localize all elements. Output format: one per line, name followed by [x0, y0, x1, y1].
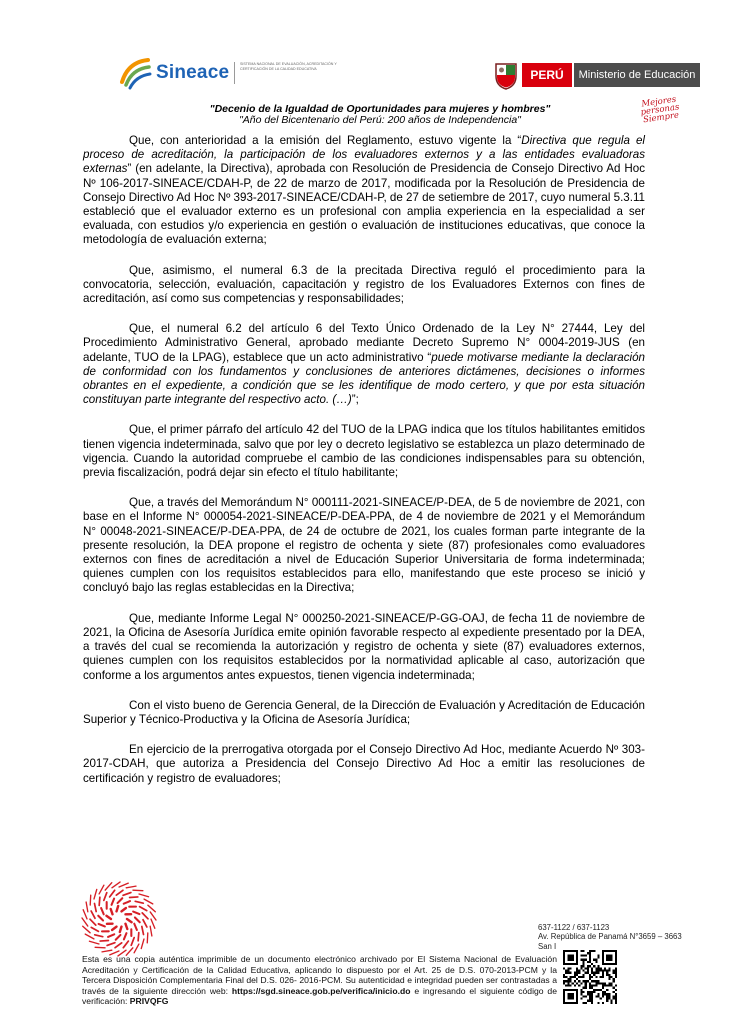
address-continuation: San I [538, 941, 557, 951]
decade-motto: "Decenio de la Igualdad de Oportunidades para mujeres y hombres" [209, 103, 551, 115]
qr-code-icon [563, 950, 617, 1004]
sineace-logo [118, 56, 348, 94]
verification-notice: Esta es una copia auténtica imprimible de un documento electrónico archivado por El Sistema Nacional de Evaluación Acreditación y Certificación de la Calidad Educativa, aplicando lo dispuesto por el Art. 25 de D.S. 070-2013-PCM y la Tercera Disposición Complementaria Final del D.S. 026- 2016-PCM. Su autenticidad e integridad pueden ser contrastadas a través de la siguiente dirección web: https://sgd.sineace.gob.pe/verifica/inicio.do e ingresando el siguiente código de verificación: PRIVQFG [82, 954, 557, 1007]
logo-divider [234, 62, 235, 84]
paragraph: Que, mediante Informe Legal N° 000250-2021-SINEACE/P-GG-OAJ, de fecha 11 de noviembre de 2021, la Oficina de Asesoría Jurídica emite opinión favorable respecto al expediente presentado por la DEA, a través del cual se recomienda la autorización y registro de ochenta y siete (87) evaluadores externos, quienes cumplen con los requisitos establecidos por la normatividad aplicable al caso, autorización que conforme a los argumentos antes expuestos, tienen vigencia indeterminada; [83, 611, 645, 682]
paragraph: Que, asimismo, el numeral 6.3 de la precitada Directiva reguló el procedimiento para la convocatoria, selección, evaluación, capacitación y registro de los Evaluadores Externos con fines de acreditación, así como sus competencias y responsabilidades; [83, 263, 645, 306]
phone-text: 637-1122 / 637-1123 [538, 923, 610, 932]
peru-label: PERÚ [522, 63, 572, 87]
contact-block [538, 923, 708, 951]
paragraph: Que, el numeral 6.2 del artículo 6 del Texto Único Ordenado de la Ley N° 27444, Ley del Procedimiento Administrativo General, aprobado mediante Decreto Supremo N° 0004-2019-JUS (en adelante, TUO de la LPAG), establece que un acto administrativo “puede motivarse mediante la declaración de conformidad con los fundamentos y conclusiones de anteriores dictámenes, decisiones o informes obrantes en el expediente, a condición que se les identifique de modo certero, y que por esta situación constituyan parte integrante del respectivo acto. (…)”; [83, 322, 645, 407]
page-header [0, 0, 730, 140]
org-subtitle: SISTEMA NACIONAL DE EVALUACIÓN, ACREDITACIÓN Y CERTIFICACIÓN DE LA CALIDAD EDUCATIVA [240, 62, 337, 71]
paragraph: Con el visto bueno de Gerencia General, de la Dirección de Evaluación y Acreditación de Educación Superior y Técnico-Productiva y la Oficina de Asesoría Jurídica; [83, 698, 645, 726]
paragraph: Que, a través del Memorándum N° 000111-2021-SINEACE/P-DEA, de 5 de noviembre de 2021, con base en el Informe N° 000054-2021-SINEACE/P-DEA-PPA, de 4 de noviembre de 2021 y el Memorándum N° 00048-2021-SINEACE/P-DEA-PPA, de 24 de octubre de 2021, los cuales forman parte integrante de la presente resolución, la DEA propone el registro de ochenta y siete (87) profesionales como evaluadores externos con fines de acreditación a nivel de Educación Superior Universitaria de forma indeterminada; quienes cumplen con los requisitos establecidos para ello, manifestando que este proceso se inició y concluyó bajo las reglas establecidas en la Directiva; [83, 496, 645, 595]
peru-coat-of-arms-icon [493, 60, 519, 90]
sineace-mark-icon [118, 56, 152, 90]
org-name: Sineace [156, 62, 230, 83]
year-motto: "Año del Bicentenario del Perú: 200 años de Independencia" [239, 114, 521, 126]
paragraph: Que, con anterioridad a la emisión del Reglamento, estuvo vigente la “Directiva que regula el proceso de acreditación, la participación de los evaluadores externos y a las entidades evaluadoras externas” (en adelante, la Directiva), aprobada con Resolución de Presidencia de Consejo Directivo Ad Hoc Nº 106-2017-SINEACE/CDAH-P, de 22 de marzo de 2017, modificada por la Resolución de Presidencia de Consejo Directivo Ad Hoc Nº 393-2017-SINEACE/CDAH-P, de 27 de setiembre de 2017, cuyo numeral 5.3.11 estableció que el evaluador externo es un profesional con amplia experiencia en la especialidad a ser evaluada, con estudios y/o experiencia en gestión o evaluación de instituciones educativas, que conoce la metodología de evaluación externa; [83, 134, 645, 247]
address-text: Av. República de Panamá N°3659 – 3663 [538, 932, 682, 942]
verification-code: PRIVQFG [129, 996, 169, 1007]
sineace-spiral-logo-icon [80, 880, 158, 958]
verification-url[interactable]: https://sgd.sineace.gob.pe/verifica/inicio.do [231, 985, 411, 996]
document-body [83, 134, 645, 802]
mejores-personas-seal: Mejores personas Siempre [640, 94, 680, 126]
ministry-label: Ministerio de Educación [574, 63, 700, 87]
page-footer [0, 880, 730, 1032]
paragraph: En ejercicio de la prerrogativa otorgada por el Consejo Directivo Ad Hoc, mediante Acuerdo Nº 303-2017-CDAH, que autoriza a Presidencia del Consejo Directivo Ad Hoc a emitir las resoluciones de certificación y registro de evaluadores; [83, 743, 645, 785]
paragraph: Que, el primer párrafo del artículo 42 del TUO de la LPAG indica que los títulos habilitantes emitidos tienen vigencia indeterminada, salvo que por ley o decreto legislativo se establezca un plazo determinado de vigencia. Cuando la autoridad compruebe el cambio de las condiciones indispensables para su obtención, previa fiscalización, podrá dejar sin efecto el título habilitante; [83, 423, 645, 480]
